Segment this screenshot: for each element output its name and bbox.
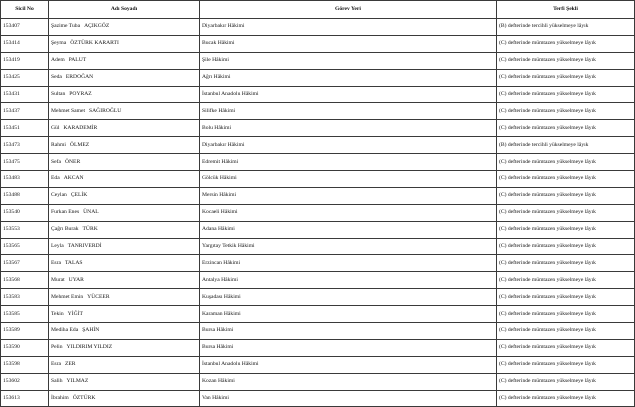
cell-adi-soyadi [49, 272, 200, 289]
first-name: Şeyma [51, 40, 67, 47]
cell-adi-soyadi [49, 289, 200, 306]
table-row [1, 137, 635, 154]
table-row [1, 204, 635, 221]
last-name: ÇELİK [70, 192, 88, 199]
table-row [1, 120, 635, 137]
cell-sicil-no: 153602 [1, 373, 49, 390]
first-name: Çağrı Burak [51, 226, 79, 233]
cell-adi-soyadi [49, 171, 200, 188]
first-name: İbrahim [51, 395, 69, 402]
last-name: ÖZTÜRK [72, 395, 96, 402]
last-name: KARADEMİR [63, 124, 98, 131]
cell-gorev-yeri: Gölcük Hâkimi [200, 171, 497, 188]
first-name: Seda [51, 74, 62, 81]
first-name: Ceylan [51, 192, 67, 199]
table-row [1, 356, 635, 373]
cell-terfi-sekli: (C) defterinde mümtazen yükselmeye lâyık [497, 323, 635, 340]
table-row [1, 86, 635, 103]
cell-sicil-no: 153598 [1, 356, 49, 373]
last-name: YILMAZ [66, 378, 89, 385]
cell-terfi-sekli: (C) defterinde mümtazen yükselmeye lâyık [497, 373, 635, 390]
last-name: AKCAN [63, 175, 84, 182]
cell-adi-soyadi [49, 306, 200, 323]
first-name: Sefa [51, 158, 61, 165]
cell-terfi-sekli: (C) defterinde mümtazen yükselmeye lâyık [497, 35, 635, 52]
cell-adi-soyadi [49, 221, 200, 238]
cell-sicil-no: 153585 [1, 306, 49, 323]
header-row [1, 1, 635, 19]
cell-terfi-sekli: (B) defterinde tercihli yükselmeye lâyık [497, 19, 635, 36]
table-row [1, 35, 635, 52]
cell-terfi-sekli: (C) defterinde mümtazen yükselmeye lâyık [497, 356, 635, 373]
cell-sicil-no: 153613 [1, 390, 49, 407]
column-header-adi-soyadi: Adı Soyadı [49, 1, 200, 19]
cell-adi-soyadi [49, 255, 200, 272]
cell-adi-soyadi [49, 373, 200, 390]
last-name: TÜRK [82, 226, 98, 233]
first-name: Furkan Enes [51, 209, 80, 216]
first-name: Mediha Eda [51, 327, 79, 334]
cell-terfi-sekli: (C) defterinde mümtazen yükselmeye lâyık [497, 306, 635, 323]
cell-terfi-sekli: (C) defterinde mümtazen yükselmeye lâyık [497, 187, 635, 204]
cell-adi-soyadi [49, 238, 200, 255]
cell-adi-soyadi [49, 390, 200, 407]
cell-gorev-yeri: Diyarbakır Hâkimi [200, 137, 497, 154]
last-name: UYAR [68, 276, 84, 283]
table-row [1, 154, 635, 171]
cell-adi-soyadi [49, 69, 200, 86]
cell-adi-soyadi [49, 19, 200, 36]
cell-adi-soyadi [49, 339, 200, 356]
cell-gorev-yeri: Kocaeli Hâkimi [200, 204, 497, 221]
last-name: ŞAHİN [82, 327, 100, 334]
last-name: POYRAZ [69, 91, 92, 97]
last-name: SAĞIROĞLU [89, 107, 122, 114]
first-name: Leyla [51, 243, 64, 250]
first-name: Salih [51, 378, 63, 385]
cell-terfi-sekli: (C) defterinde mümtazen yükselmeye lâyık [497, 289, 635, 306]
cell-gorev-yeri: Yargıtay Tetkik Hâkimi [200, 238, 497, 255]
cell-terfi-sekli: (C) defterinde mümtazen yükselmeye lâyık [497, 86, 635, 103]
cell-sicil-no: 153590 [1, 339, 49, 356]
table-row [1, 272, 635, 289]
first-name: Pelin [51, 344, 63, 351]
cell-adi-soyadi [49, 204, 200, 221]
cell-sicil-no: 153431 [1, 86, 49, 103]
cell-gorev-yeri: İstanbul Anadolu Hâkimi [200, 356, 497, 373]
cell-terfi-sekli: (C) defterinde mümtazen yükselmeye lâyık [497, 120, 635, 137]
table-row [1, 289, 635, 306]
cell-gorev-yeri: Silifke Hâkimi [200, 103, 497, 120]
column-header-terfi-sekli: Terfi Şekli [497, 1, 635, 19]
last-name: ÜNAL [83, 209, 99, 216]
last-name: TANRIVERDİ [67, 243, 102, 250]
first-name: Murat [51, 276, 65, 283]
column-header-gorev-yeri: Görev Yeri [200, 1, 497, 19]
cell-terfi-sekli: (C) defterinde mümtazen yükselmeye lâyık [497, 204, 635, 221]
first-name: Şazime Tuba [51, 23, 81, 30]
first-name: Esra [51, 361, 61, 368]
table-row [1, 373, 635, 390]
cell-gorev-yeri: Şile Hâkimi [200, 52, 497, 69]
cell-sicil-no: 153567 [1, 255, 49, 272]
cell-sicil-no: 153419 [1, 52, 49, 69]
cell-adi-soyadi [49, 154, 200, 171]
last-name: AÇIKGÖZ [84, 23, 110, 30]
cell-adi-soyadi [49, 187, 200, 204]
cell-gorev-yeri: Edremit Hâkimi [200, 154, 497, 171]
cell-gorev-yeri: Kozan Hâkimi [200, 373, 497, 390]
cell-terfi-sekli: (C) defterinde mümtazen yükselmeye lâyık [497, 171, 635, 188]
first-name: Adem [51, 57, 65, 64]
cell-terfi-sekli: (C) defterinde mümtazen yükselmeye lâyık [497, 103, 635, 120]
table-row [1, 255, 635, 272]
cell-adi-soyadi [49, 103, 200, 120]
first-name: Rahmi [51, 141, 66, 148]
first-name: Mehmet Emin [51, 293, 84, 300]
cell-sicil-no: 153425 [1, 69, 49, 86]
cell-gorev-yeri: Erzincan Hâkimi [200, 255, 497, 272]
cell-sicil-no: 153583 [1, 289, 49, 306]
cell-adi-soyadi [49, 86, 200, 103]
cell-sicil-no: 153473 [1, 137, 49, 154]
cell-gorev-yeri: Adana Hâkimi [200, 221, 497, 238]
table-row [1, 187, 635, 204]
last-name: YILDIRIM YILDIZ [66, 344, 113, 351]
table-row [1, 52, 635, 69]
table-row [1, 339, 635, 356]
cell-sicil-no: 153407 [1, 19, 49, 36]
table-row [1, 323, 635, 340]
cell-gorev-yeri: Bucak Hâkimi [200, 35, 497, 52]
table-row [1, 221, 635, 238]
cell-sicil-no: 153437 [1, 103, 49, 120]
first-name: Gül [51, 124, 60, 131]
cell-adi-soyadi [49, 52, 200, 69]
cell-gorev-yeri: Kuşadası Hâkimi [200, 289, 497, 306]
last-name: ZER [64, 361, 76, 368]
first-name: Esra [51, 259, 61, 266]
cell-adi-soyadi [49, 137, 200, 154]
table-row [1, 103, 635, 120]
cell-gorev-yeri: İstanbul Anadolu Hâkimi [200, 86, 497, 103]
cell-gorev-yeri: Karaman Hâkimi [200, 306, 497, 323]
table-row [1, 19, 635, 36]
first-name: Eda [51, 175, 60, 182]
cell-gorev-yeri: Ağrı Hâkimi [200, 69, 497, 86]
last-name: ÖZTÜRK KARARTI [70, 40, 119, 47]
last-name: YİĞİT [67, 310, 83, 317]
cell-terfi-sekli: (C) defterinde mümtazen yükselmeye lâyık [497, 339, 635, 356]
table-row [1, 171, 635, 188]
table-row [1, 69, 635, 86]
cell-terfi-sekli: (C) defterinde mümtazen yükselmeye lâyık [497, 255, 635, 272]
cell-terfi-sekli: (C) defterinde mümtazen yükselmeye lâyık [497, 69, 635, 86]
cell-sicil-no: 153451 [1, 120, 49, 137]
cell-sicil-no: 153565 [1, 238, 49, 255]
cell-sicil-no: 153589 [1, 323, 49, 340]
last-name: ERDOĞAN [65, 74, 94, 81]
cell-sicil-no: 153488 [1, 187, 49, 204]
table-header [1, 1, 635, 19]
cell-sicil-no: 153475 [1, 154, 49, 171]
first-name: Tekin [51, 310, 64, 317]
cell-sicil-no: 153553 [1, 221, 49, 238]
cell-terfi-sekli: (B) defterinde tercihli yükselmeye lâyık [497, 137, 635, 154]
cell-gorev-yeri: Diyarbakır Hâkimi [200, 19, 497, 36]
cell-adi-soyadi [49, 35, 200, 52]
first-name: Sultan [51, 91, 66, 97]
cell-sicil-no: 153568 [1, 272, 49, 289]
cell-adi-soyadi [49, 323, 200, 340]
table-body [1, 19, 635, 407]
cell-sicil-no: 153540 [1, 204, 49, 221]
cell-terfi-sekli: (C) defterinde mümtazen yükselmeye lâyık [497, 272, 635, 289]
cell-gorev-yeri: Bursa Hâkimi [200, 323, 497, 340]
cell-terfi-sekli: (C) defterinde mümtazen yükselmeye lâyık [497, 52, 635, 69]
cell-gorev-yeri: Mersin Hâkimi [200, 187, 497, 204]
cell-gorev-yeri: Van Hâkimi [200, 390, 497, 407]
table-row [1, 238, 635, 255]
cell-adi-soyadi [49, 120, 200, 137]
cell-gorev-yeri: Bolu Hâkimi [200, 120, 497, 137]
cell-sicil-no: 153414 [1, 35, 49, 52]
last-name: TALAS [64, 259, 83, 266]
table-row [1, 390, 635, 407]
table-row [1, 306, 635, 323]
cell-sicil-no: 153483 [1, 171, 49, 188]
cell-terfi-sekli: (C) defterinde mümtazen yükselmeye lâyık [497, 154, 635, 171]
last-name: ÖNER [64, 158, 81, 165]
first-name: Mehmet Samet [51, 107, 86, 114]
last-name: YÜCEER [87, 293, 110, 300]
cell-terfi-sekli: (C) defterinde mümtazen yükselmeye lâyık [497, 221, 635, 238]
column-header-sicil-no: Sicil No [1, 1, 49, 19]
cell-gorev-yeri: Bursa Hâkimi [200, 339, 497, 356]
last-name: PALUT [68, 57, 87, 64]
cell-adi-soyadi [49, 356, 200, 373]
cell-gorev-yeri: Antalya Hâkimi [200, 272, 497, 289]
cell-terfi-sekli: (C) defterinde mümtazen yükselmeye lâyık [497, 238, 635, 255]
cell-terfi-sekli: (C) defterinde mümtazen yükselmeye lâyık [497, 390, 635, 407]
last-name: ÖLMEZ [69, 141, 90, 148]
